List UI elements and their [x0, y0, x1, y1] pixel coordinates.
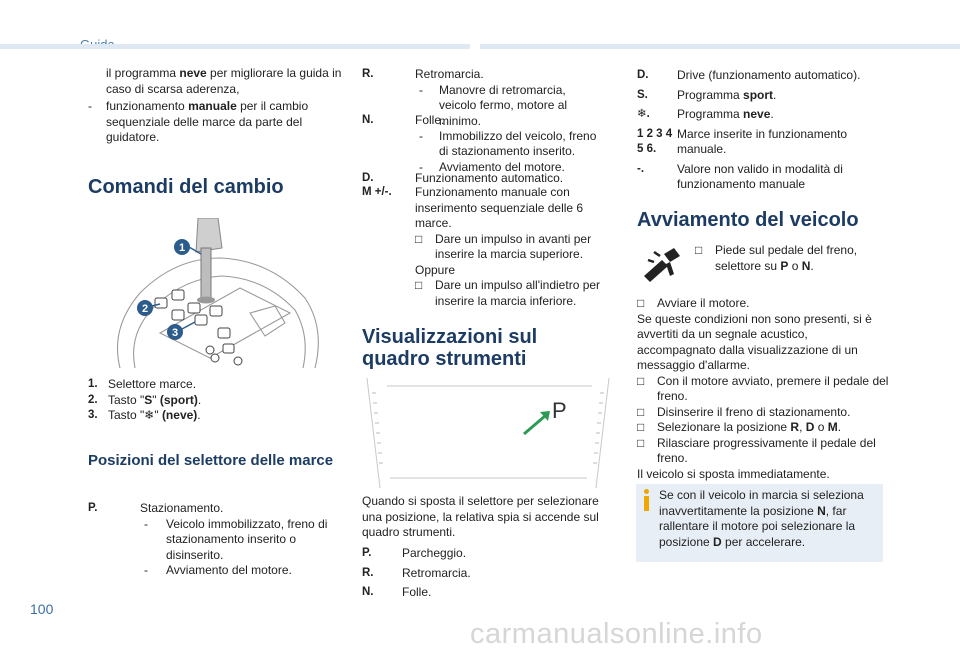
step-1: Avviare il motore. [657, 296, 750, 310]
legend-number: 3. [88, 409, 98, 421]
step-4: Selezionare la posizione R, D o M. [657, 420, 842, 434]
info-text: Se con il veicolo in marcia si seleziona inavvertitamente la posizione N, far rallentare il motore poi selezionare la posizione D per accelerare. [659, 488, 864, 549]
position-p-sub1: Veicolo immobilizzato, freno di stazionamento inserito o disinserito. [166, 516, 328, 562]
position-p-label: P. [88, 502, 98, 514]
position-n-title: Folle. [415, 113, 445, 127]
position-m-label: M +/-. [362, 186, 392, 198]
callout-1-label: 1 [178, 242, 186, 254]
position-n-desc: Folle. - Immobilizzo del veicolo, freno di stazionamento inserito. - Avviamento del motore. [415, 113, 605, 175]
legend-text: Tasto "S" (sport). [108, 392, 202, 407]
position-n-sub2: Avviamento del motore. [439, 159, 565, 174]
def-value: Valore non valido in modalità di funzionamento manuale [677, 161, 843, 191]
legend-number: 1. [88, 378, 98, 390]
oppure-text: Oppure [415, 262, 456, 277]
def-value: Marce inserite in funzionamento manuale. [677, 126, 848, 156]
position-m-bullet2: Dare un impulso all'indietro per inserire la marcia inferiore. [435, 278, 601, 308]
watermark: carmanualsonline.info [470, 618, 763, 650]
header-divider-right [480, 44, 960, 49]
legend-text: Tasto "❄" (neve). [108, 408, 201, 422]
avviamento-steps: □ Avviare il motore. Se queste condizioni non sono presenti, si è avvertiti da un segnale acustico, accompagnato dalla visualizzazione di un messaggio d'allarme. □ Con il motore avviato, premere il pedale del freno. □ Disinserire il freno di stazionamento. □ Selezionare la posizione R, D o M. □ Rilasciare progressivamente il pedale del freno. Il veicolo si sposta immediatamente. [637, 296, 889, 481]
position-d-desc: Funzionamento automatico. [415, 171, 564, 185]
list-key: N. [362, 586, 374, 598]
callout-2-label: 2 [141, 303, 149, 315]
visualizzazioni-text: Quando si sposta il selettore per selezionare una posizione, la relativa spia si accende sul quadro strumenti. [362, 494, 599, 539]
list-value: Parcheggio. [402, 546, 467, 560]
def-key: D. [637, 69, 649, 81]
heading-visualizzazioni: Visualizzazioni sul quadro strumenti [362, 326, 538, 370]
avviamento-paragraph: Se queste condizioni non sono presenti, si è avvertiti da un segnale acustico, accompagnato dalla visualizzazione di un messaggio d'allarme. [637, 311, 872, 372]
position-r-label: R. [362, 68, 374, 80]
heading-comandi: Comandi del cambio [88, 176, 284, 198]
step-2: Con il motore avviato, premere il pedale del freno. [657, 373, 889, 403]
step-5: Rilasciare progressivamente il pedale del freno. [657, 435, 876, 465]
intro-item-1: il programma neve per migliorare la guida in caso di scarsa aderenza, [106, 66, 342, 96]
list-value: Folle. [402, 585, 432, 599]
figure-legend [88, 377, 338, 424]
position-m-desc: Funzionamento manuale con inserimento sequenziale delle 6 marce. □ Dare un impulso in avanti per inserire la marcia superiore. Oppure □ Dare un impulso all'indietro per inserire la marcia inferiore. [415, 185, 605, 309]
instrument-display-illustration [362, 378, 614, 488]
page-number: 100 [30, 601, 54, 617]
def-key: S. [637, 88, 648, 101]
def-key: -. [637, 162, 645, 175]
step-3: Disinserire il freno di stazionamento. [657, 404, 851, 419]
position-p-sub2: Avviamento del motore. [166, 563, 292, 577]
heading-avviamento: Avviamento del veicolo [637, 209, 859, 231]
position-n-sub1: Immobilizzo del veicolo, freno di stazionamento inserito. [439, 128, 597, 158]
def-key: ❄. [637, 108, 650, 120]
legend-text: Selettore marce. [108, 377, 197, 391]
brake-pedal-icon [640, 246, 684, 286]
info-icon [644, 489, 649, 511]
heading-posizioni: Posizioni del selettore delle marce [88, 452, 334, 469]
position-r-title: Retromarcia. [415, 67, 484, 81]
position-n-label: N. [362, 114, 374, 126]
legend-number: 2. [88, 393, 98, 406]
intro-item-2: - funzionamento manuale per il cambio sequenziale delle marce da parte del guidatore. [88, 99, 309, 144]
list-key: R. [362, 566, 374, 579]
display-gear-letter: P [552, 398, 567, 423]
def-value: Programma sport. [677, 87, 777, 102]
position-m-title: Funzionamento manuale con inserimento sequenziale delle 6 marce. [415, 185, 584, 230]
avviamento-end: Il veicolo si sposta immediatamente. [637, 466, 830, 481]
position-d-label: D. [362, 172, 374, 184]
display-letters-list [362, 546, 607, 601]
list-value: Retromarcia. [402, 565, 471, 580]
position-r-desc: Retromarcia. - Manovre di retromarcia, veicolo fermo, motore al minimo. [415, 67, 605, 129]
position-p-desc: Stazionamento. - Veicolo immobilizzato, freno di stazionamento inserito o disinserito. - Avviamento del motore. [140, 501, 340, 579]
callout-3-label: 3 [171, 327, 179, 339]
list-key: P. [362, 547, 372, 559]
def-value: Programma neve. [677, 107, 774, 121]
gear-selector-illustration [100, 218, 325, 368]
position-p-title: Stazionamento. [140, 501, 224, 515]
position-r-sub1: Manovre di retromarcia, veicolo fermo, motore al minimo. [439, 82, 568, 128]
pedal-instruction: □ Piede sul pedale del freno, selettore su P o N. [695, 243, 858, 273]
def-value: Drive (funzionamento automatico). [677, 68, 861, 82]
display-definitions [637, 68, 887, 193]
header-divider [0, 44, 470, 49]
position-m-bullet1: Dare un impulso in avanti per inserire la marcia superiore. [435, 231, 592, 261]
def-key: 1 2 3 4 5 6. [637, 127, 673, 155]
